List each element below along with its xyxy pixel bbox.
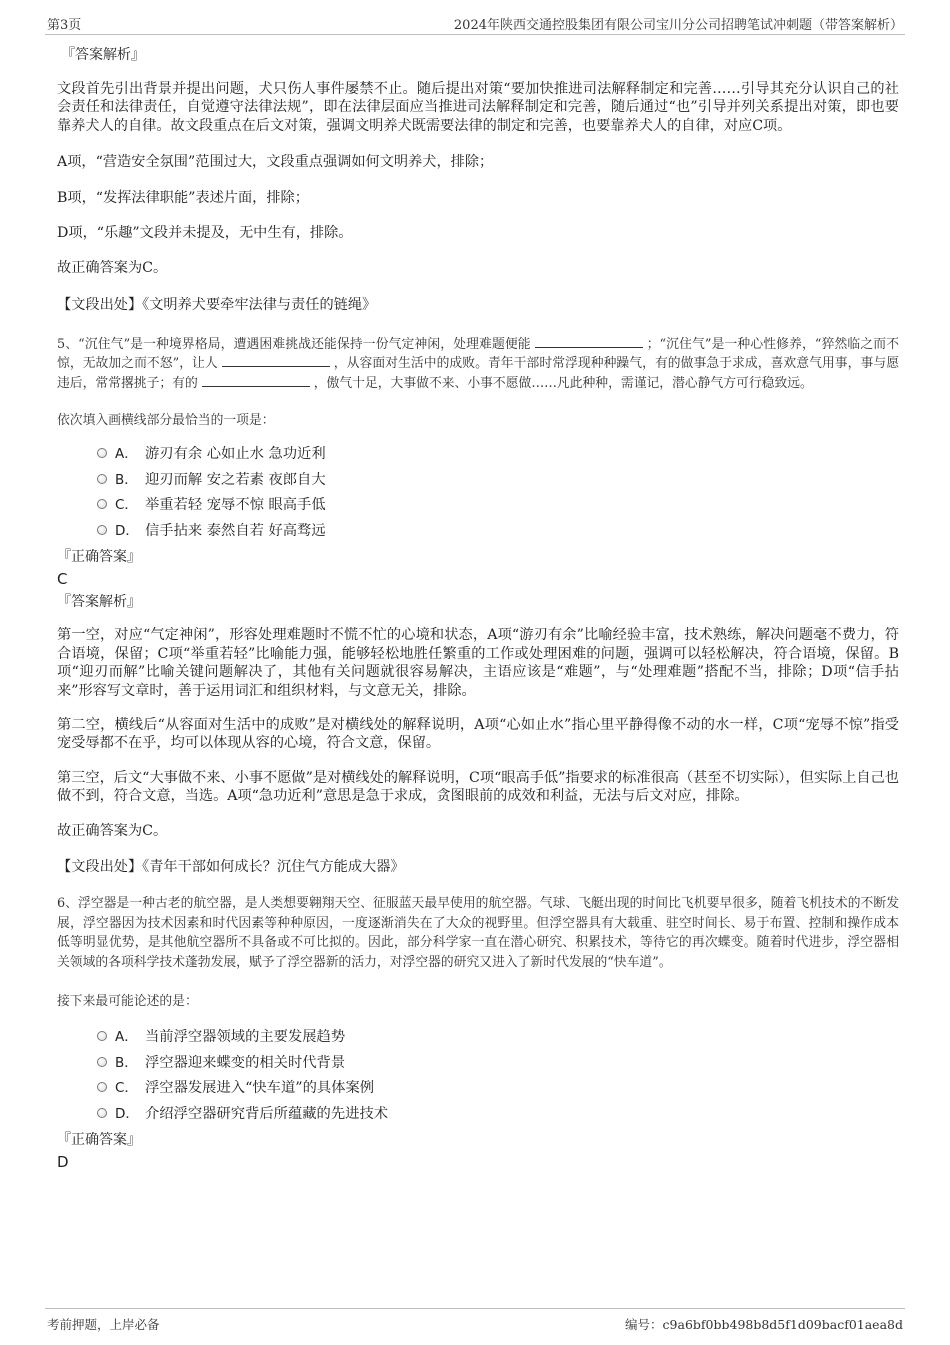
q4-analysis-d: D项，“乐趣”文段并未提及，无中生有，排除。 [57,225,353,242]
blank-line [535,335,643,348]
q5-answer: C [57,570,68,589]
document-title: 2024年陕西交通控股集团有限公司宝川分公司招聘笔试冲刺题（带答案解析） [453,18,903,33]
page-header [45,12,905,35]
page-number: 第3页 [47,18,82,33]
q5-options [97,442,899,544]
content [57,44,899,1172]
q6-option-d[interactable]: D． 介绍浮空器研究背后所蕴藏的先进技术 [97,1102,899,1128]
q4-analysis-a: A项，“营造安全氛围”范围过大，文段重点强调如何文明养犬，排除； [57,154,494,171]
q6-options [97,1025,899,1127]
radio-button[interactable] [97,1031,107,1041]
source-label: 【文段出处】 [57,859,143,875]
q5-analysis-1: 第一空，对应“气定神闲”，形容处理难题时不慌不忙的心境和状态，A项“游刃有余”比喻经验丰富，技术熟练，解决问题毫不费力，符合语境，保留；C项“举重若轻”比喻能力强，能够轻松地胜任繁重的工作或处理困难的问题，强调可以轻松解决，符合语境，保留。B项“迎刃而解”比喻关键问题解决了，其他有关问题就很容易解决，主语应该是“难题”，与“处理难题”搭配不当，排除；D项“信手拈来”形容写文章时，善于运用词汇和组织材料，与文意无关，排除。 [57,627,899,699]
blank-line [222,354,330,367]
q6-correct-label: 『正确答案』 [57,1132,141,1148]
radio-button[interactable] [97,448,107,458]
q5-stem: 5、“沉住气”是一种境界格局，遭遇困难挑战还能保持一份气定神闲，处理难题便能 ；“沉住气”是一种心性修养，“猝然临之而不惊，无故加之而不怒”，让人 ，从容面对生活中的成败。青年干部时常浮现种种躁气，有的做事急于求成，喜欢意气用事，事与愿违后，常常撂挑子；有的 ，傲气十足，大事做不来、小事不愿做……凡此种种，需谨记，潜心静气方可行稳致远。 [57,336,899,391]
q5-option-d[interactable]: D． 信手拈来 泰然自若 好高骛远 [97,519,899,545]
q5-analysis-2: 第二空，横线后“从容面对生活中的成败”是对横线处的解释说明，A项“心如止水”指心里平静得像不动的水一样，C项“宠辱不惊”指受宠受辱都不在乎，均可以体现从容的心境，符合文意，保留。 [57,716,899,752]
document-code: 编号：c9a6bf0bb498b8d5f1d09bacf01aea8d [625,1317,903,1332]
radio-button[interactable] [97,474,107,484]
q5-source [57,856,899,876]
q5-analysis-label: 『答案解析』 [57,594,141,611]
q5-prompt: 依次填入画横线部分最恰当的一项是： [57,413,275,429]
q6-option-c[interactable]: C． 浮空器发展进入“快车道”的具体案例 [97,1076,899,1102]
q6-answer: D [57,1153,69,1171]
radio-button[interactable] [97,1057,107,1067]
source-label: 【文段出处】 [57,296,143,313]
q4-conclusion: 故正确答案为C。 [57,260,168,277]
radio-button[interactable] [97,525,107,535]
q5-option-a[interactable]: A． 游刃有余 心如止水 急功近利 [97,442,899,468]
q5-analysis-3: 第三空，后文“大事做不来、小事不愿做”是对横线处的解释说明，C项“眼高手低”指要求的标准很高（甚至不切实际），但实际上自己也做不到，符合文意，当选。A项“急功近利”意思是急于求成，贪图眼前的成效和利益，无法与后文对应，排除。 [57,769,899,805]
q4-analysis-para: 文段首先引出背景并提出问题，犬只伤人事件屡禁不止。随后提出对策“要加快推进司法解释制定和完善……引导其充分认识自己的社会责任和法律责任，自觉遵守法律法规”，即在法律层面应当推进司法解释制定和完善，随后通过“也”引导并列关系提出对策，即也要靠养犬人的自律。故文段重点在后文对策，强调文明养犬既需要法律的制定和完善，也要靠养犬人的自律，对应C项。 [57,81,899,134]
q5-option-b[interactable]: B． 迎刃而解 安之若素 夜郎自大 [97,468,899,494]
q5-correct-label: 『正确答案』 [57,549,141,566]
radio-button[interactable] [97,499,107,509]
q4-analysis-label: 『答案解析』 [61,47,145,63]
q6-stem: 6、浮空器是一种古老的航空器，是人类想要翱翔天空、征服蓝天最早使用的航空器。气球、飞艇出现的时间比飞机要早很多，随着飞机技术的不断发展，浮空器因为技术因素和时代因素等种种原因，一度逐渐消失在了大众的视野里。但浮空器具有大载重、驻空时间长、易于布置、控制和操作成本低等明显优势，是其他航空器所不具备或不可比拟的。因此，部分科学家一直在潜心研究、积累技术，等待它的再次蝶变。随着时代进步，浮空器相关领域的各项科学技术蓬勃发展，赋予了浮空器新的活力，对浮空器的研究又进入了新时代发展的“快车道”。 [57,896,899,970]
source-title: 《青年干部如何成长？沉住气方能成大器》 [142,859,405,875]
footer-slogan: 考前押题，上岸必备 [47,1317,160,1332]
q5-option-c[interactable]: C． 举重若轻 宠辱不惊 眼高手低 [97,493,899,519]
source-title: 《文明养犬要牵牢法律与责任的链绳》 [142,296,377,313]
radio-button[interactable] [97,1082,107,1092]
q6-prompt: 接下来最可能论述的是： [57,994,198,1009]
blank-line [202,374,310,387]
q5-conclusion: 故正确答案为C。 [57,822,168,839]
page-footer [45,1308,905,1335]
q6-option-a[interactable]: A． 当前浮空器领域的主要发展趋势 [97,1025,899,1051]
radio-button[interactable] [97,1108,107,1118]
q4-source [57,294,899,314]
q4-analysis-b: B项，“发挥法律职能”表述片面，排除； [57,189,309,206]
q6-option-b[interactable]: B． 浮空器迎来蝶变的相关时代背景 [97,1051,899,1077]
